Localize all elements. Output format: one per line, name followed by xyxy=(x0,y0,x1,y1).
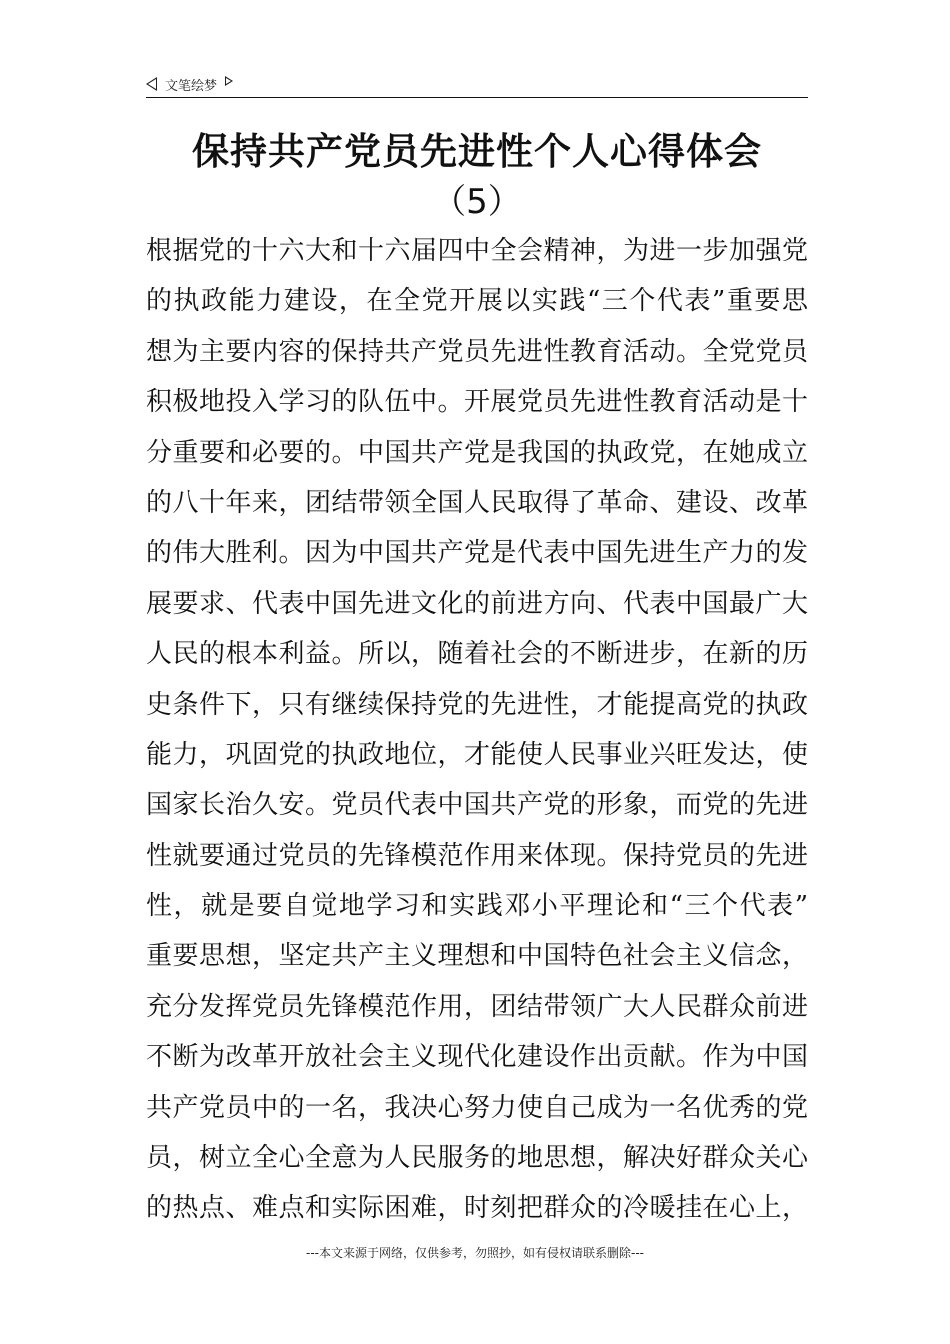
header-divider xyxy=(146,97,808,98)
header-brand: 文笔绘梦 xyxy=(165,78,218,94)
body-line: 不断为改革开放社会主义现代化建设作出贡献。作为中国 xyxy=(146,1042,808,1073)
body-line: 能力，巩固党的执政地位，才能使人民事业兴旺发达，使 xyxy=(146,739,808,770)
body-line: 的执政能力建设，在全党开展以实践“三个代表”重要思 xyxy=(146,286,808,317)
body-line: 国家长治久安。党员代表中国共产党的形象，而党的先进 xyxy=(146,790,808,821)
body-line: 展要求、代表中国先进文化的前进方向、代表中国最广大 xyxy=(146,588,808,619)
document-subtitle: （5） xyxy=(432,182,522,222)
page-header xyxy=(146,72,808,96)
body-line: 史条件下，只有继续保持党的先进性，才能提高党的执政 xyxy=(146,689,808,720)
document-title: 保持共产党员先进性个人心得体会 xyxy=(192,130,762,173)
body-line: 员，树立全心全意为人民服务的地思想，解决好群众关心 xyxy=(146,1143,808,1174)
body-line: 性就要通过党员的先锋模范作用来体现。保持党员的先进 xyxy=(146,840,808,871)
body-line: 重要思想，坚定共产主义理想和中国特色社会主义信念， xyxy=(146,941,808,972)
body-line: 共产党员中的一名，我决心努力使自己成为一名优秀的党 xyxy=(146,1092,808,1123)
body-line: 人民的根本利益。所以，随着社会的不断进步，在新的历 xyxy=(146,639,808,670)
body-line: 充分发挥党员先锋模范作用，团结带领广大人民群众前进 xyxy=(146,991,808,1022)
body-line: 积极地投入学习的队伍中。开展党员先进性教育活动是十 xyxy=(146,387,808,418)
triangle-right-icon xyxy=(225,76,233,86)
body-line: 想为主要内容的保持共产党员先进性教育活动。全党党员 xyxy=(146,336,808,367)
footer-notice: ---本文来源于网络，仅供参考，勿照抄，如有侵权请联系删除--- xyxy=(306,1246,644,1260)
document-body xyxy=(146,226,808,1234)
body-line: 的八十年来，团结带领全国人民取得了革命、建设、改革 xyxy=(146,487,808,518)
body-line: 性，就是要自觉地学习和实践邓小平理论和“三个代表” xyxy=(146,891,808,922)
body-line: 的热点、难点和实际困难，时刻把群众的冷暖挂在心上， xyxy=(146,1193,808,1224)
body-line: 分重要和必要的。中国共产党是我国的执政党，在她成立 xyxy=(146,437,808,468)
body-line: 根据党的十六大和十六届四中全会精神，为进一步加强党 xyxy=(146,236,808,266)
body-line: 的伟大胜利。因为中国共产党是代表中国先进生产力的发 xyxy=(146,538,808,569)
triangle-left-icon xyxy=(146,77,157,91)
